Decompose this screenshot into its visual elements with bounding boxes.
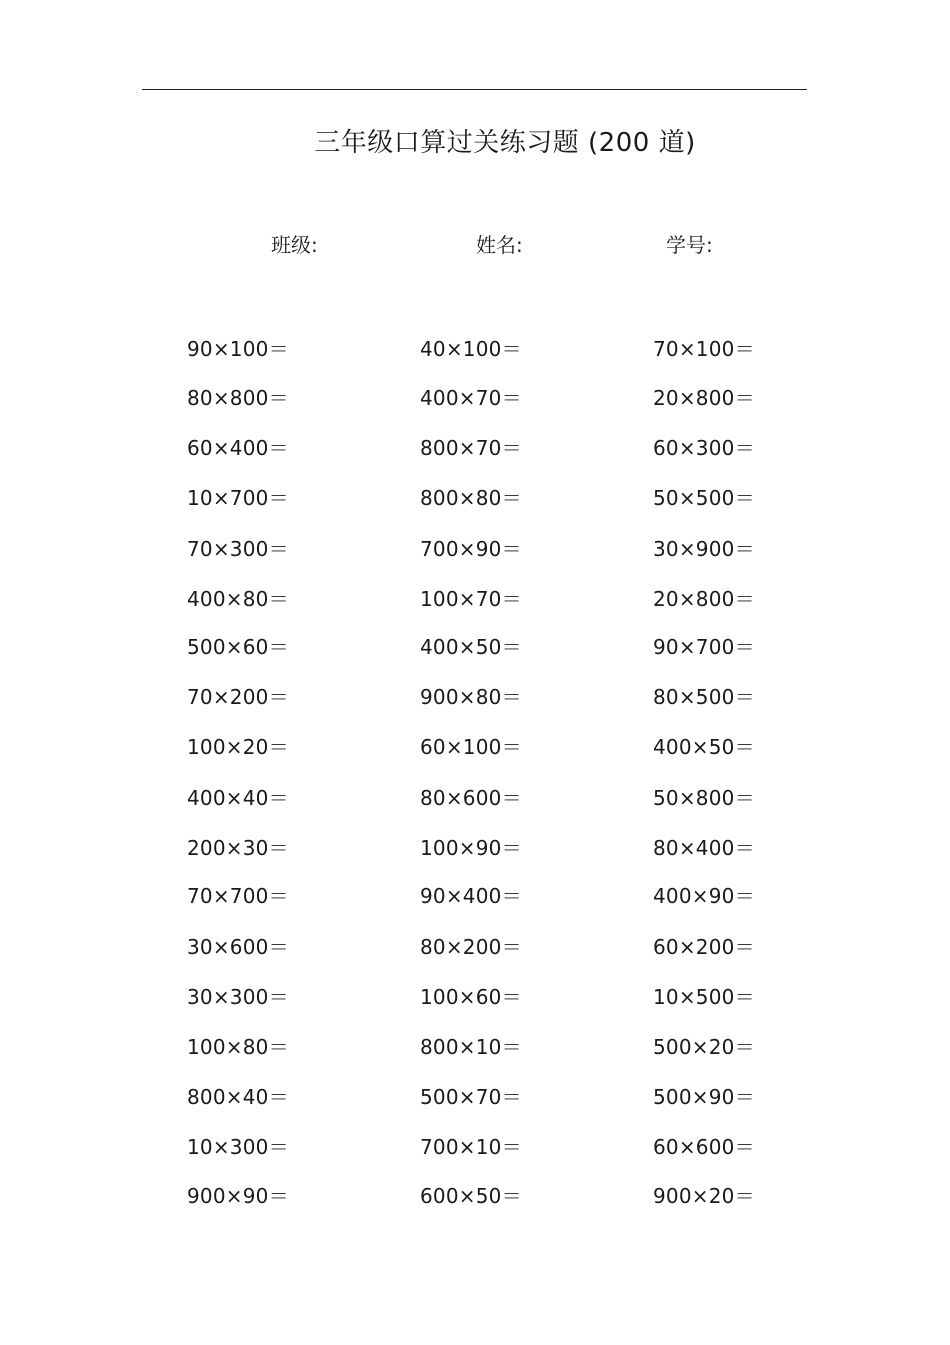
problem-item: 900×90＝ <box>187 1184 289 1208</box>
problem-item: 30×600＝ <box>187 935 289 959</box>
problem-item: 900×80＝ <box>420 685 522 709</box>
problem-item: 500×60＝ <box>187 635 289 659</box>
problem-item: 500×70＝ <box>420 1085 522 1109</box>
problem-item: 10×500＝ <box>653 985 755 1009</box>
name-label: 姓名: <box>476 233 523 257</box>
problem-item: 80×500＝ <box>653 685 755 709</box>
problem-item: 100×80＝ <box>187 1035 289 1059</box>
problem-item: 90×400＝ <box>420 884 522 908</box>
problem-item: 400×50＝ <box>420 635 522 659</box>
problem-item: 20×800＝ <box>653 587 755 611</box>
problem-item: 400×50＝ <box>653 735 755 759</box>
problem-item: 400×90＝ <box>653 884 755 908</box>
problem-item: 500×20＝ <box>653 1035 755 1059</box>
problem-item: 70×300＝ <box>187 537 289 561</box>
problem-item: 10×700＝ <box>187 486 289 510</box>
problem-item: 800×40＝ <box>187 1085 289 1109</box>
problem-item: 80×400＝ <box>653 836 755 860</box>
problem-item: 100×90＝ <box>420 836 522 860</box>
class-label: 班级: <box>271 233 318 257</box>
problem-item: 90×700＝ <box>653 635 755 659</box>
problem-item: 60×300＝ <box>653 436 755 460</box>
problem-item: 100×70＝ <box>420 587 522 611</box>
problem-item: 80×800＝ <box>187 386 289 410</box>
problem-item: 700×90＝ <box>420 537 522 561</box>
problem-item: 400×80＝ <box>187 587 289 611</box>
problem-item: 400×40＝ <box>187 786 289 810</box>
problem-item: 60×400＝ <box>187 436 289 460</box>
problem-item: 30×900＝ <box>653 537 755 561</box>
problem-item: 800×10＝ <box>420 1035 522 1059</box>
student-id-label: 学号: <box>666 233 713 257</box>
problem-item: 70×700＝ <box>187 884 289 908</box>
problem-item: 70×200＝ <box>187 685 289 709</box>
problem-item: 600×50＝ <box>420 1184 522 1208</box>
problem-item: 800×80＝ <box>420 486 522 510</box>
problem-item: 800×70＝ <box>420 436 522 460</box>
problem-item: 60×100＝ <box>420 735 522 759</box>
worksheet-title: 三年级口算过关练习题 (200 道) <box>314 128 696 158</box>
problem-item: 100×60＝ <box>420 985 522 1009</box>
problem-item: 500×90＝ <box>653 1085 755 1109</box>
problem-item: 60×600＝ <box>653 1135 755 1159</box>
problem-item: 60×200＝ <box>653 935 755 959</box>
problem-item: 900×20＝ <box>653 1184 755 1208</box>
problem-item: 200×30＝ <box>187 836 289 860</box>
problem-item: 50×500＝ <box>653 486 755 510</box>
problem-item: 50×800＝ <box>653 786 755 810</box>
problem-item: 70×100＝ <box>653 337 755 361</box>
problem-item: 40×100＝ <box>420 337 522 361</box>
problem-item: 20×800＝ <box>653 386 755 410</box>
problem-item: 80×600＝ <box>420 786 522 810</box>
problem-item: 30×300＝ <box>187 985 289 1009</box>
problem-item: 700×10＝ <box>420 1135 522 1159</box>
problem-item: 100×20＝ <box>187 735 289 759</box>
problem-item: 400×70＝ <box>420 386 522 410</box>
problem-item: 90×100＝ <box>187 337 289 361</box>
problem-item: 80×200＝ <box>420 935 522 959</box>
problem-item: 10×300＝ <box>187 1135 289 1159</box>
